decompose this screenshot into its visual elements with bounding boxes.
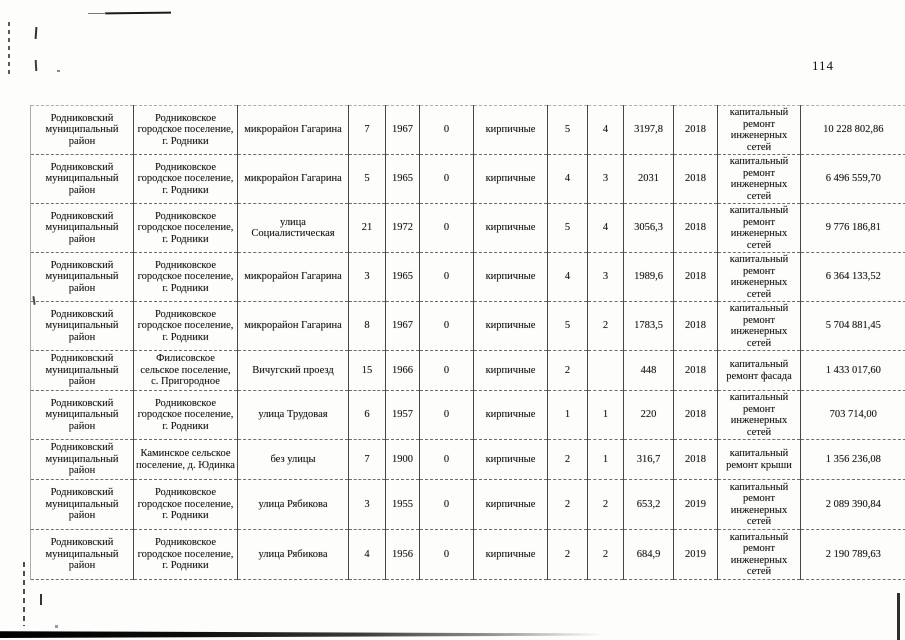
cell-repair_type: капитальный ремонт инженерных сетей	[718, 204, 801, 253]
cell-wall_material: кирпичные	[474, 106, 548, 155]
cell-wall_material: кирпичные	[474, 155, 548, 204]
scan-artifact	[35, 27, 38, 39]
cell-settlement: Филисовское сельское поселение, с. Пригородное	[134, 351, 238, 391]
cell-cost: 10 228 802,86	[801, 106, 905, 155]
scan-artifact	[57, 70, 60, 72]
cell-area: 684,9	[624, 530, 674, 580]
cell-repair_year: 2018	[674, 106, 718, 155]
cell-settlement: Родниковское городское поселение, г. Родники	[134, 302, 238, 351]
cell-house_number: 7	[349, 440, 386, 480]
cell-street: микрорайон Гагарина	[238, 155, 349, 204]
cell-settlement: Родниковское городское поселение, г. Родники	[134, 391, 238, 440]
cell-build_year: 1965	[386, 155, 420, 204]
capital-repairs-table	[30, 105, 905, 580]
cell-street: микрорайон Гагарина	[238, 302, 349, 351]
cell-repair_year: 2018	[674, 302, 718, 351]
cell-municipality: Родниковский муниципальный район	[31, 106, 134, 155]
table-row	[31, 530, 905, 580]
cell-house_number: 15	[349, 351, 386, 391]
cell-entrances	[588, 351, 624, 391]
cell-repair_type: капитальный ремонт фасада	[718, 351, 801, 391]
cell-municipality: Родниковский муниципальный район	[31, 302, 134, 351]
cell-zero_flag: 0	[420, 440, 474, 480]
cell-entrances: 3	[588, 155, 624, 204]
cell-settlement: Родниковское городское поселение, г. Родники	[134, 480, 238, 530]
cell-build_year: 1967	[386, 106, 420, 155]
cell-municipality: Родниковский муниципальный район	[31, 440, 134, 480]
cell-street: улица Социалистическая	[238, 204, 349, 253]
cell-repair_type: капитальный ремонт инженерных сетей	[718, 391, 801, 440]
cell-repair_year: 2018	[674, 204, 718, 253]
cell-zero_flag: 0	[420, 391, 474, 440]
cell-cost: 6 496 559,70	[801, 155, 905, 204]
page-number: 114	[812, 58, 835, 73]
cell-zero_flag: 0	[420, 155, 474, 204]
cell-house_number: 6	[349, 391, 386, 440]
cell-area: 3197,8	[624, 106, 674, 155]
cell-build_year: 1967	[386, 302, 420, 351]
cell-area: 220	[624, 391, 674, 440]
table-body	[31, 106, 905, 580]
cell-municipality: Родниковский муниципальный район	[31, 480, 134, 530]
cell-settlement: Родниковское городское поселение, г. Родники	[134, 253, 238, 302]
cell-municipality: Родниковский муниципальный район	[31, 204, 134, 253]
cell-repair_year: 2018	[674, 351, 718, 391]
cell-municipality: Родниковский муниципальный район	[31, 253, 134, 302]
cell-settlement: Родниковское городское поселение, г. Родники	[134, 530, 238, 580]
cell-house_number: 8	[349, 302, 386, 351]
cell-area: 448	[624, 351, 674, 391]
cell-entrances: 1	[588, 391, 624, 440]
cell-street: микрорайон Гагарина	[238, 253, 349, 302]
cell-floors: 2	[548, 351, 588, 391]
cell-zero_flag: 0	[420, 204, 474, 253]
cell-repair_type: капитальный ремонт инженерных сетей	[718, 106, 801, 155]
cell-house_number: 3	[349, 480, 386, 530]
cell-entrances: 2	[588, 302, 624, 351]
cell-wall_material: кирпичные	[474, 391, 548, 440]
cell-municipality: Родниковский муниципальный район	[31, 155, 134, 204]
cell-area: 1989,6	[624, 253, 674, 302]
cell-street: без улицы	[238, 440, 349, 480]
cell-area: 316,7	[624, 440, 674, 480]
cell-cost: 1 433 017,60	[801, 351, 905, 391]
cell-build_year: 1966	[386, 351, 420, 391]
cell-build_year: 1956	[386, 530, 420, 580]
cell-repair_type: капитальный ремонт инженерных сетей	[718, 530, 801, 580]
cell-area: 1783,5	[624, 302, 674, 351]
table-row	[31, 440, 905, 480]
table-row	[31, 302, 905, 351]
cell-wall_material: кирпичные	[474, 253, 548, 302]
scan-artifact	[8, 22, 10, 78]
scan-artifact-top-line	[105, 12, 171, 15]
cell-repair_year: 2018	[674, 391, 718, 440]
cell-cost: 9 776 186,81	[801, 204, 905, 253]
cell-repair_type: капитальный ремонт инженерных сетей	[718, 155, 801, 204]
cell-build_year: 1955	[386, 480, 420, 530]
cell-street: улица Рябикова	[238, 480, 349, 530]
cell-house_number: 7	[349, 106, 386, 155]
cell-street: Вичугский проезд	[238, 351, 349, 391]
table-row	[31, 155, 905, 204]
cell-cost: 5 704 881,45	[801, 302, 905, 351]
cell-repair_year: 2018	[674, 253, 718, 302]
cell-cost: 2 089 390,84	[801, 480, 905, 530]
scan-artifact	[40, 594, 42, 605]
cell-house_number: 4	[349, 530, 386, 580]
cell-repair_year: 2018	[674, 155, 718, 204]
cell-street: улица Трудовая	[238, 391, 349, 440]
cell-wall_material: кирпичные	[474, 302, 548, 351]
cell-wall_material: кирпичные	[474, 480, 548, 530]
scan-artifact-bottom-edge	[0, 630, 655, 638]
scan-artifact	[35, 60, 38, 71]
table-row	[31, 204, 905, 253]
cell-cost: 703 714,00	[801, 391, 905, 440]
scan-artifact	[23, 562, 25, 626]
cell-zero_flag: 0	[420, 106, 474, 155]
cell-municipality: Родниковский муниципальный район	[31, 391, 134, 440]
cell-repair_type: капитальный ремонт инженерных сетей	[718, 302, 801, 351]
cell-repair_type: капитальный ремонт инженерных сетей	[718, 253, 801, 302]
cell-build_year: 1972	[386, 204, 420, 253]
scan-artifact	[55, 625, 58, 628]
cell-wall_material: кирпичные	[474, 351, 548, 391]
cell-house_number: 21	[349, 204, 386, 253]
cell-house_number: 3	[349, 253, 386, 302]
cell-entrances: 4	[588, 204, 624, 253]
cell-floors: 5	[548, 204, 588, 253]
cell-build_year: 1900	[386, 440, 420, 480]
cell-zero_flag: 0	[420, 480, 474, 530]
cell-zero_flag: 0	[420, 530, 474, 580]
cell-build_year: 1965	[386, 253, 420, 302]
cell-wall_material: кирпичные	[474, 204, 548, 253]
cell-house_number: 5	[349, 155, 386, 204]
cell-entrances: 1	[588, 440, 624, 480]
cell-cost: 1 356 236,08	[801, 440, 905, 480]
cell-entrances: 4	[588, 106, 624, 155]
cell-floors: 2	[548, 480, 588, 530]
cell-floors: 4	[548, 155, 588, 204]
cell-floors: 2	[548, 530, 588, 580]
scan-artifact	[897, 593, 900, 640]
cell-repair_type: капитальный ремонт крыши	[718, 440, 801, 480]
cell-zero_flag: 0	[420, 351, 474, 391]
cell-cost: 6 364 133,52	[801, 253, 905, 302]
cell-entrances: 3	[588, 253, 624, 302]
table-row	[31, 351, 905, 391]
cell-zero_flag: 0	[420, 302, 474, 351]
cell-wall_material: кирпичные	[474, 440, 548, 480]
cell-area: 3056,3	[624, 204, 674, 253]
cell-settlement: Родниковское городское поселение, г. Родники	[134, 106, 238, 155]
cell-area: 653,2	[624, 480, 674, 530]
table-row	[31, 391, 905, 440]
scan-artifact	[88, 13, 106, 14]
cell-street: улица Рябикова	[238, 530, 349, 580]
cell-settlement: Родниковское городское поселение, г. Родники	[134, 204, 238, 253]
cell-floors: 2	[548, 440, 588, 480]
cell-municipality: Родниковский муниципальный район	[31, 530, 134, 580]
table-row	[31, 480, 905, 530]
cell-settlement: Каминское сельское поселение, д. Юдинка	[134, 440, 238, 480]
cell-build_year: 1957	[386, 391, 420, 440]
cell-settlement: Родниковское городское поселение, г. Родники	[134, 155, 238, 204]
cell-wall_material: кирпичные	[474, 530, 548, 580]
cell-municipality: Родниковский муниципальный район	[31, 351, 134, 391]
cell-floors: 5	[548, 302, 588, 351]
cell-area: 2031	[624, 155, 674, 204]
cell-entrances: 2	[588, 480, 624, 530]
cell-zero_flag: 0	[420, 253, 474, 302]
cell-repair_type: капитальный ремонт инженерных сетей	[718, 480, 801, 530]
cell-cost: 2 190 789,63	[801, 530, 905, 580]
table-row	[31, 106, 905, 155]
cell-entrances: 2	[588, 530, 624, 580]
cell-street: микрорайон Гагарина	[238, 106, 349, 155]
cell-repair_year: 2019	[674, 530, 718, 580]
cell-floors: 5	[548, 106, 588, 155]
cell-floors: 4	[548, 253, 588, 302]
cell-repair_year: 2018	[674, 440, 718, 480]
table-row	[31, 253, 905, 302]
cell-floors: 1	[548, 391, 588, 440]
cell-repair_year: 2019	[674, 480, 718, 530]
